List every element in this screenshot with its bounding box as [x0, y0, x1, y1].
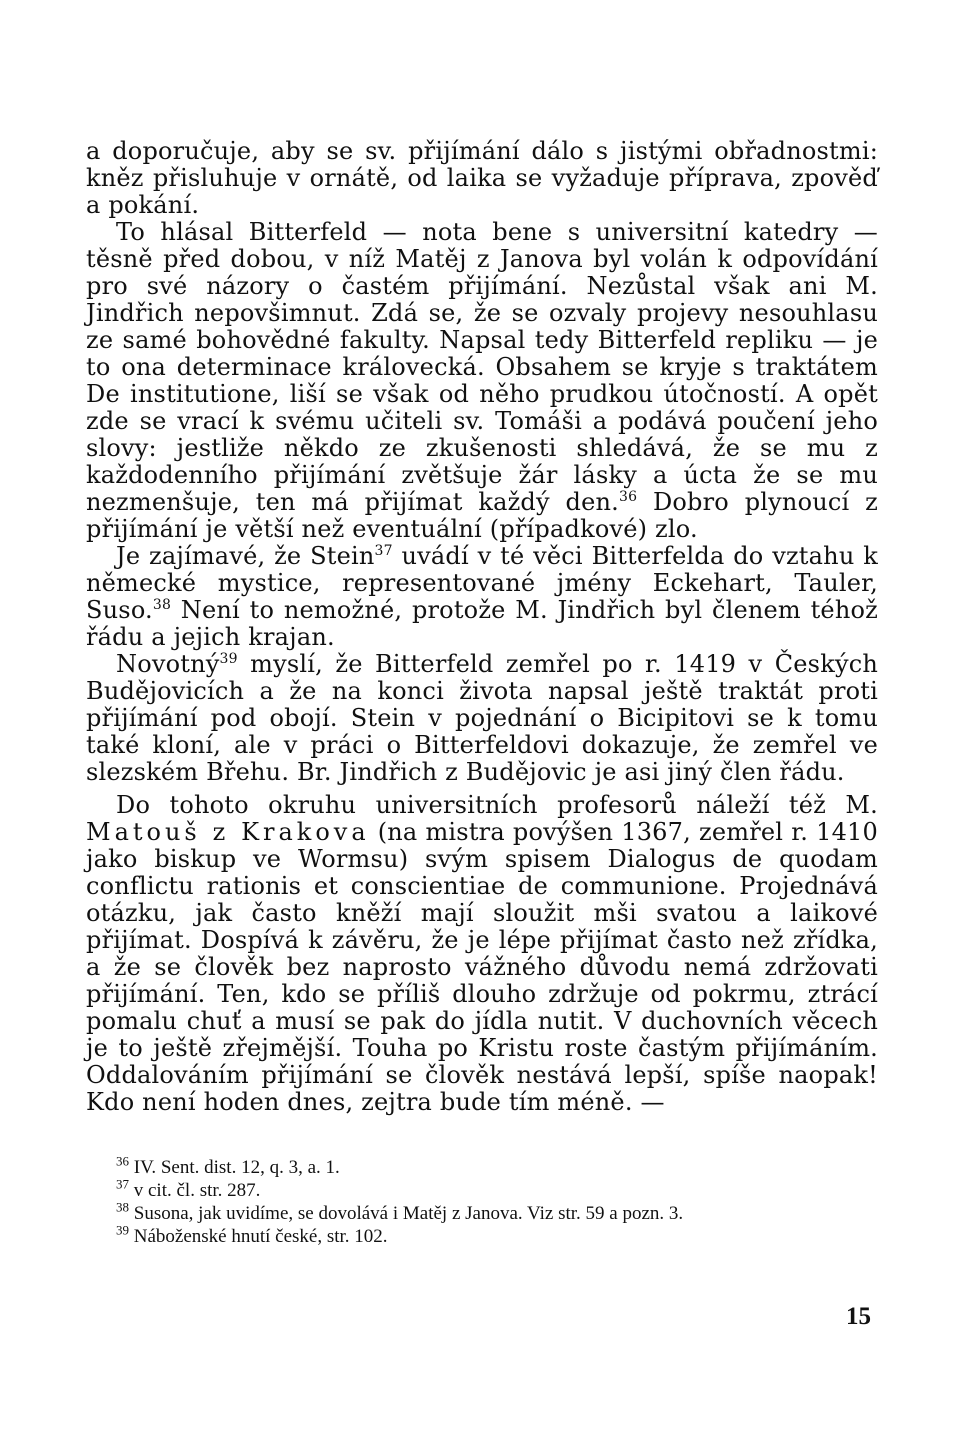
- paragraph-4-text-b: myslí, že Bitterfeld zemřel po r. 1419 v Českých Budějovicích a že na konci života napsal ještě traktát proti přijímání pod obojí. Stein v pojednání o Bicipitovi se k tomu také kloní, ale v práci o Bitterfeldovi dokazuje, že zemřel ve slezském Břehu. Br. Jindřich z Budějovic je asi jiný člen řádu.: [86, 650, 878, 786]
- author-name-matous: Matouš z Krakova: [86, 818, 370, 846]
- paragraph-2: [86, 219, 878, 543]
- footnotes: [86, 1153, 878, 1248]
- paragraph-1: [86, 138, 878, 219]
- footnote-36: [86, 1153, 878, 1179]
- main-text: [86, 138, 878, 1116]
- footnote-number: 37: [116, 1176, 129, 1192]
- footnote-ref-39: 39: [219, 651, 238, 667]
- footnote-ref-36: 36: [618, 489, 638, 505]
- footnote-text: Susona, jak uvidíme, se dovolává i Matěj z Janova. Viz str. 59 a pozn. 3.: [129, 1203, 684, 1224]
- paragraph-3-text-a: Je zajímavé, že Stein: [116, 542, 375, 570]
- footnote-text: v cit. čl. str. 287.: [129, 1180, 261, 1201]
- paragraph-5-text-b: (na mistra povýšen 1367, zemřel r. 1410 jako biskup ve Wormsu) svým spisem Dialogus de quodam conflictu rationis et conscientiae de communione. Projednává otázku, jak často kněží mají sloužit mši svatou a laikové přijímat. Dospívá k závěru, že je lépe přijímat často než zřídka, a že se člověk bez naprosto vážného důvodu nemá zdržovati přijímání. Ten, kdo se příliš dlouho zdržuje od pokrmu, ztrácí pomalu chuť a musí se pak do jídla nutit. V duchovních věcech je to ještě zřejmější. Touha po Kristu roste častým přijímáním. Oddalováním přijímání se člověk nestává lepší, spíše naopak! Kdo není hoden dnes, zejtra bude tím méně. —: [86, 818, 878, 1116]
- paragraph-3-text-b: uvádí v té věci Bitterfelda do vztahu k německé mystice, representované jmény Eckehart, Tauler, Suso.: [86, 542, 878, 624]
- paragraph-5: [86, 792, 878, 1116]
- footnote-number: 36: [116, 1153, 129, 1169]
- page-number: 15: [846, 1303, 871, 1330]
- paragraph-5-text-a: Do tohoto okruhu universitních profesorů náleží též M.: [116, 791, 878, 819]
- footnote-39: [86, 1222, 878, 1248]
- footnote-ref-37: 37: [374, 543, 393, 559]
- paragraph-4-text-a: Novotný: [116, 650, 220, 678]
- footnote-text: Náboženské hnutí české, str. 102.: [129, 1226, 388, 1247]
- paragraph-1-text: a doporučuje, aby se sv. přijímání dálo s jistými obřadnostmi: kněz přisluhuje v ornátě, od laika se vyžaduje příprava, zpověď a pokání.: [86, 137, 878, 219]
- footnote-text: IV. Sent. dist. 12, q. 3, a. 1.: [129, 1157, 340, 1178]
- paragraph-4: [86, 651, 878, 786]
- footnote-number: 39: [116, 1222, 129, 1238]
- footnote-38: [86, 1199, 878, 1225]
- paragraph-2-text-b: Dobro plynoucí z přijímání je větší než eventuální (případkové) zlo.: [86, 488, 878, 543]
- footnote-number: 38: [116, 1199, 129, 1215]
- paragraph-3: [86, 543, 878, 651]
- paragraph-2-text-a: To hlásal Bitterfeld — nota bene s universitní katedry — těsně před dobou, v níž Matěj z Janova byl volán k odpovídání pro své názory o častém přijímání. Nezůstal však ani M. Jindřich nepovšimnut. Zdá se, že se ozvaly projevy nesouhlasu ze samé bohovědné fakulty. Napsal tedy Bitterfeld repliku — je to ona determinace královecká. Obsahem se kryje s traktátem De institutione, liší se však od něho prudkou útočností. A opět zde se vrací k svému učiteli sv. Tomáši a podává poučení jeho slovy: jestliže někdo ze zkušenosti shledává, že se mu z každodenního přijímání zvětšuje žár lásky a úcta že se mu nezmenšuje, ten má přijímat každý den.: [86, 218, 878, 516]
- paragraph-3-text-c: Není to nemožné, protože M. Jindřich byl členem téhož řádu a jejich krajan.: [86, 596, 878, 651]
- footnote-37: [86, 1176, 878, 1202]
- footnote-ref-38: 38: [152, 597, 172, 613]
